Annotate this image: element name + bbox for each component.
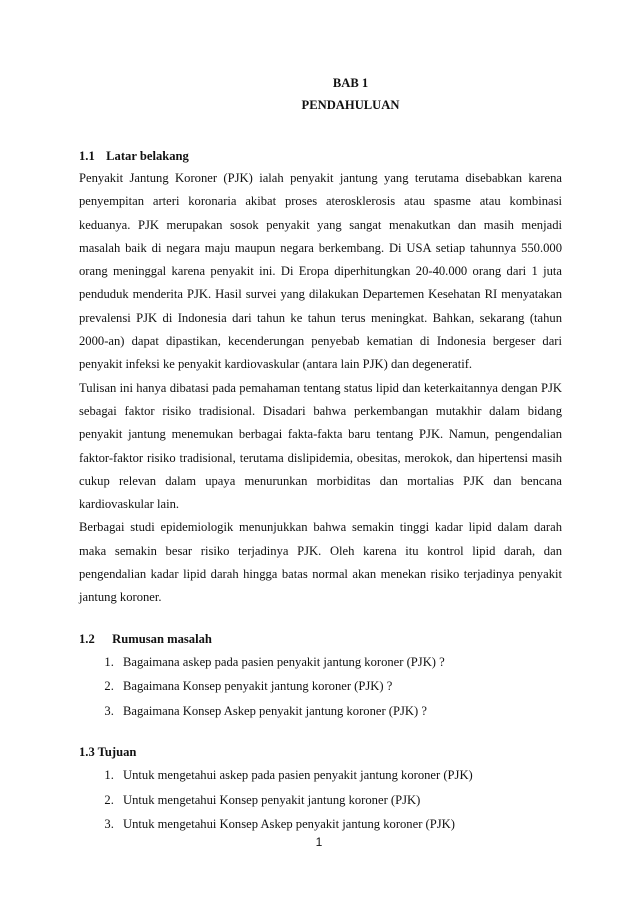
list-item: 2. Bagaimana Konsep penyakit jantung koroner (PJK) ? — [117, 674, 562, 699]
document-page — [79, 72, 562, 837]
chapter-title: PENDAHULUAN — [301, 98, 400, 112]
section-number: 1.3 — [79, 745, 95, 760]
section-number: 1.1 — [79, 149, 95, 163]
paragraph: Tulisan ini hanya dibatasi pada pemahaman tentang status lipid dan keterkaitannya dengan PJK sebagai faktor risiko tradisional. Disadari bahwa perkembangan mutakhir dalam bidang penyakit jantung menemukan berbagai fakta-fakta baru tentang PJK. Namun, pengendalian faktor-faktor risiko tradisional, terutama dislipidemia, obesitas, merokok, dan hipertensi masih cukup relevan dalam upaya menurunkan morbiditas dan mortalias PJK dan bencana kardiovaskular lain. — [79, 380, 562, 512]
section-title: Latar belakang — [106, 149, 189, 163]
section-title: Tujuan — [97, 745, 137, 760]
list-item: 2. Untuk mengetahui Konsep penyakit jantung koroner (PJK) — [117, 788, 562, 813]
list-item: 3. Bagaimana Konsep Askep penyakit jantung koroner (PJK) ? — [117, 699, 562, 724]
section-heading — [79, 145, 562, 167]
section-title: Rumusan masalah — [112, 631, 212, 646]
paragraph: Penyakit Jantung Koroner (PJK) ialah penyakit jantung yang terutama disebabkan karena penyempitan arteri koronaria akibat proses aterosklerosis atau spasme atau kombinasi keduanya. PJK merupakan sosok penyakit yang sangat menakutkan dan masih menjadi masalah baik di negara maju maupun negara berkembang. Di USA setiap tahunnya 550.000 orang meninggal karena penyakit ini. Di Eropa diperhitungkan 20-40.000 orang dari 1 juta penduduk menderita PJK. Hasil survei yang dilakukan Departemen Kesehatan RI menyatakan prevalensi PJK di Indonesia dari tahun ke tahun terus meningkat. Bahkan, sekarang (tahun 2000-an) dapat dipastikan, kecenderungan penyebab kematian di Indonesia bergeser dari penyakit infeksi ke penyakit kardiovaskular (antara lain PJK) dan degeneratif. — [79, 171, 562, 372]
paragraph: Berbagai studi epidemiologik menunjukkan bahwa semakin tinggi kadar lipid dalam darah maka semakin besar risiko terjadinya PJK. Oleh karena itu kontrol lipid darah, dan pengendalian kadar lipid darah hingga batas normal akan menekan risiko terjadinya penyakit jantung koroner. — [79, 520, 562, 605]
page-number: 1 — [315, 835, 323, 849]
numbered-list — [79, 650, 562, 724]
section-rumusan-masalah — [79, 628, 562, 724]
numbered-list — [79, 763, 562, 837]
section-latar-belakang — [79, 145, 562, 610]
section-heading — [79, 741, 562, 763]
list-item: 1. Bagaimana askep pada pasien penyakit jantung koroner (PJK) ? — [117, 650, 562, 675]
list-item: 1. Untuk mengetahui askep pada pasien penyakit jantung koroner (PJK) — [117, 763, 562, 788]
section-heading — [79, 628, 562, 650]
section-number: 1.2 — [79, 631, 95, 646]
section-tujuan — [79, 741, 562, 837]
chapter-label: BAB 1 — [332, 76, 369, 90]
list-item: 3. Untuk mengetahui Konsep Askep penyakit jantung koroner (PJK) — [117, 812, 562, 837]
